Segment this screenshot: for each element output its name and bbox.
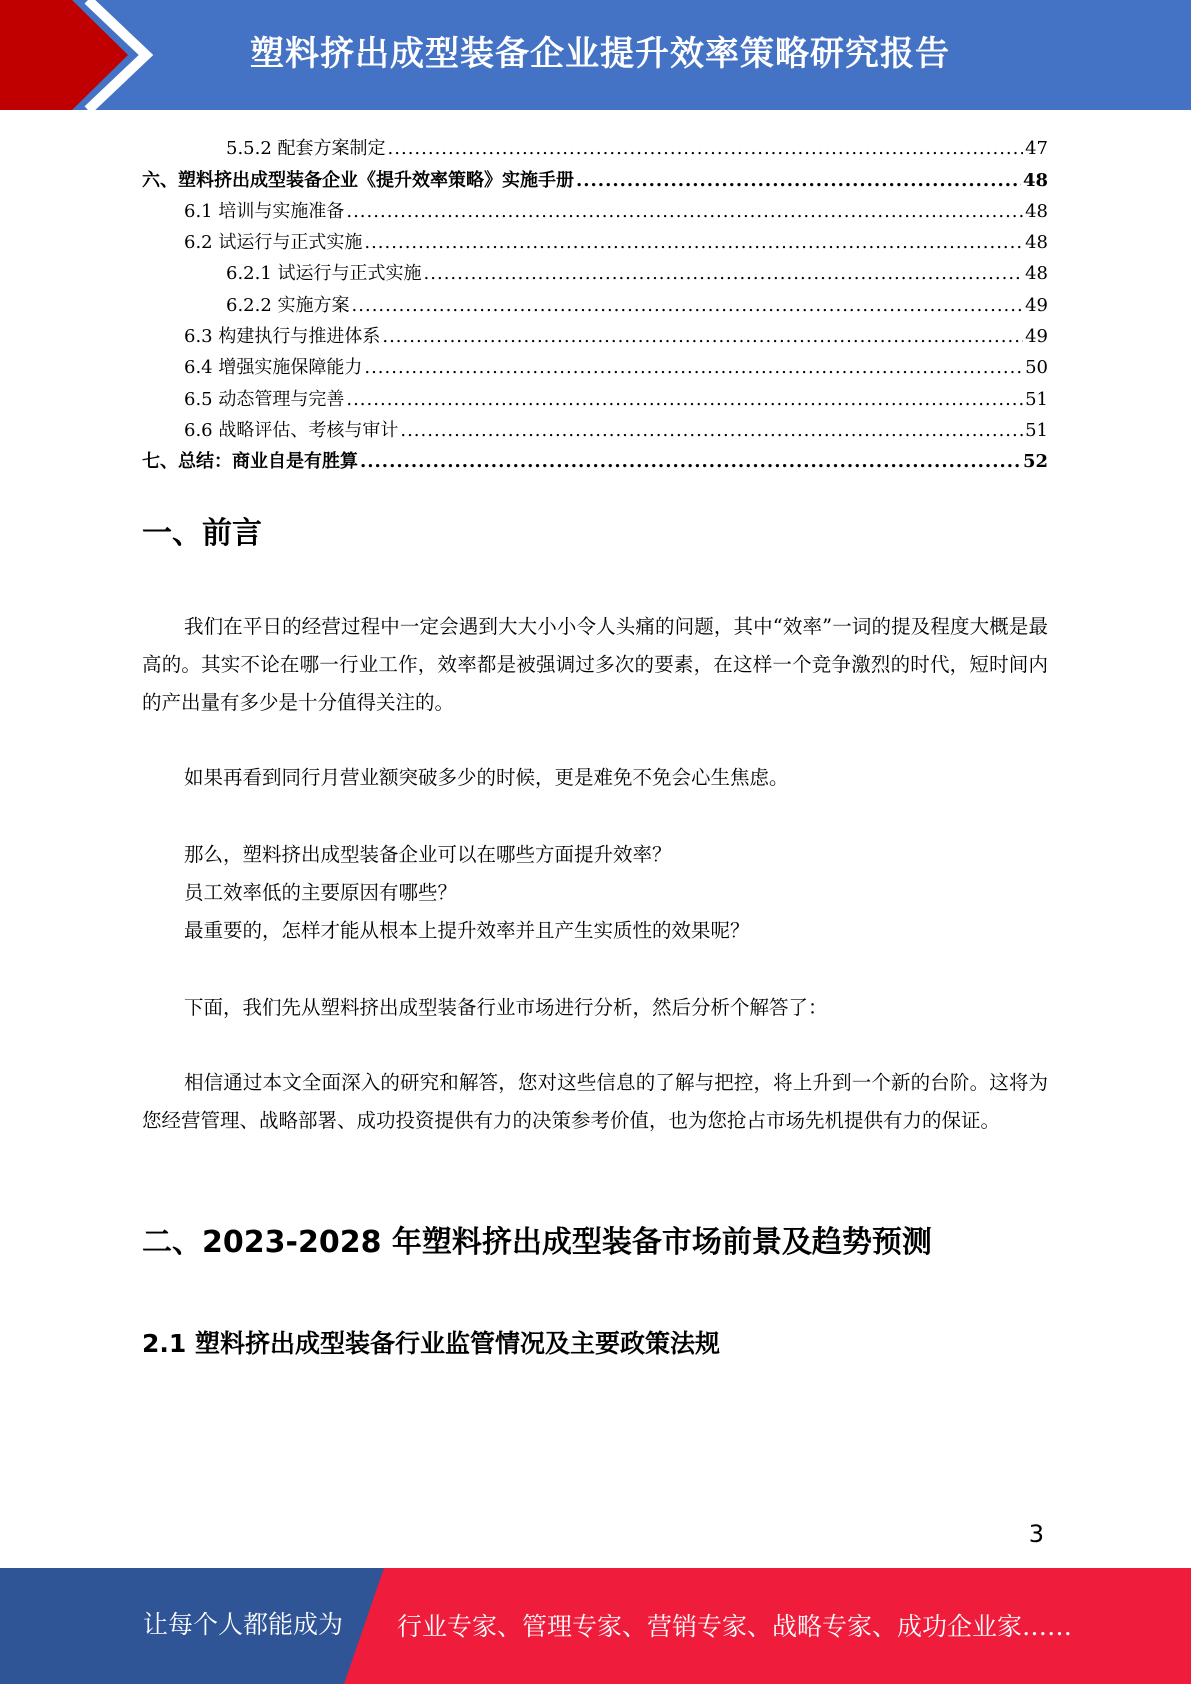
toc-entry-page: 48: [1025, 200, 1048, 222]
paragraph-conclusion: 相信通过本文全面深入的研究和解答，您对这些信息的了解与把控，将上升到一个新的台阶。这将为您经营管理、战略部署、成功投资提供有力的决策参考价值，也为您抢占市场先机提供有力的保证。: [142, 1071, 1048, 1132]
paragraph-question-1: 那么，塑料挤出成型装备企业可以在哪些方面提升效率？: [184, 843, 672, 866]
toc-entry-label: 6.2 试运行与正式实施: [184, 232, 363, 254]
paragraph-question-2: 员工效率低的主要原因有哪些？: [184, 881, 458, 904]
toc-entry[interactable]: [142, 223, 1048, 254]
paragraph-intro: 我们在平日的经营过程中一定会遇到大大小小令人头痛的问题，其中“效率”一词的提及程度大概是最高的。其实不论在哪一行业工作，效率都是被强调过多次的要素，在这样一个竞争激烈的时代，短时间内的产出量有多少是十分值得关注的。: [142, 615, 1048, 714]
subsection-heading-regulation: 2.1 塑料挤出成型装备行业监管情况及主要政策法规: [142, 1329, 720, 1358]
toc-entry[interactable]: [142, 285, 1048, 316]
paragraph-anxiety: 如果再看到同行月营业额突破多少的时候，更是难免不免会心生焦虑。: [184, 766, 789, 789]
toc-leader-dots: [346, 201, 1023, 223]
header-banner: [0, 0, 1191, 110]
paragraph-transition: 下面，我们先从塑料挤出成型装备行业市场进行分析，然后分析个解答了：: [184, 996, 828, 1019]
toc-entry-label: 5.5.2 配套方案制定: [226, 138, 386, 160]
toc-entry-page: 50: [1025, 357, 1048, 379]
toc-leader-dots: [352, 295, 1024, 317]
paragraph-question-3: 最重要的，怎样才能从根本上提升效率并且产生实质性的效果呢？: [184, 919, 750, 942]
toc-leader-dots: [382, 326, 1023, 348]
toc-entry-page: 49: [1025, 326, 1048, 348]
toc-entry-label: 6.2.1 试运行与正式实施: [226, 263, 422, 285]
footer-banner: [0, 1568, 1191, 1684]
toc-entry[interactable]: [142, 254, 1048, 285]
toc-leader-dots: [424, 263, 1024, 285]
toc-leader-dots: [576, 170, 1021, 192]
toc-entry-label: 6.3 构建执行与推进体系: [184, 326, 381, 348]
toc-entry-label: 6.1 培训与实施准备: [184, 200, 345, 222]
toc-entry-label: 六、塑料挤出成型装备企业《提升效率策略》实施手册: [142, 169, 574, 191]
toc-leader-dots: [360, 451, 1021, 473]
document-title: 塑料挤出成型装备企业提升效率策略研究报告: [250, 34, 950, 74]
toc-entry-label: 6.5 动态管理与完善: [184, 388, 345, 410]
toc-entry-page: 48: [1022, 169, 1048, 191]
toc-entry-page: 47: [1025, 138, 1048, 160]
toc-entry-label: 6.4 增强实施保障能力: [184, 357, 363, 379]
toc-entry-page: 52: [1022, 451, 1048, 473]
toc-entry[interactable]: [142, 348, 1048, 379]
toc-entry-page: 51: [1025, 388, 1048, 410]
toc-leader-dots: [388, 138, 1024, 160]
section-heading-market-outlook: 二、2023-2028 年塑料挤出成型装备市场前景及趋势预测: [142, 1225, 932, 1260]
toc-entry[interactable]: [142, 442, 1048, 473]
page-number: 3: [1028, 1520, 1044, 1548]
toc-leader-dots: [346, 389, 1023, 411]
toc-entry-label: 6.2.2 实施方案: [226, 294, 350, 316]
toc-entry-page: 51: [1025, 419, 1048, 441]
toc-entry[interactable]: [142, 379, 1048, 410]
toc-leader-dots: [364, 232, 1023, 254]
toc-entry-label: 七、总结：商业自是有胜算: [142, 451, 358, 473]
footer-slogan-left: 让每个人都能成为: [143, 1610, 344, 1639]
toc-entry[interactable]: [142, 192, 1048, 223]
table-of-contents: [142, 129, 1048, 473]
toc-entry[interactable]: [142, 317, 1048, 348]
toc-entry[interactable]: [142, 411, 1048, 442]
toc-leader-dots: [364, 357, 1023, 379]
footer-slogan-right: 行业专家、管理专家、营销专家、战略专家、成功企业家……: [397, 1612, 1073, 1641]
toc-entry[interactable]: [142, 160, 1048, 191]
toc-entry-label: 6.6 战略评估、考核与审计: [184, 419, 399, 441]
toc-leader-dots: [400, 420, 1023, 442]
toc-entry-page: 48: [1025, 263, 1048, 285]
section-heading-preface: 一、前言: [142, 516, 262, 551]
toc-entry-page: 48: [1025, 232, 1048, 254]
toc-entry[interactable]: [142, 129, 1048, 160]
toc-entry-page: 49: [1025, 294, 1048, 316]
